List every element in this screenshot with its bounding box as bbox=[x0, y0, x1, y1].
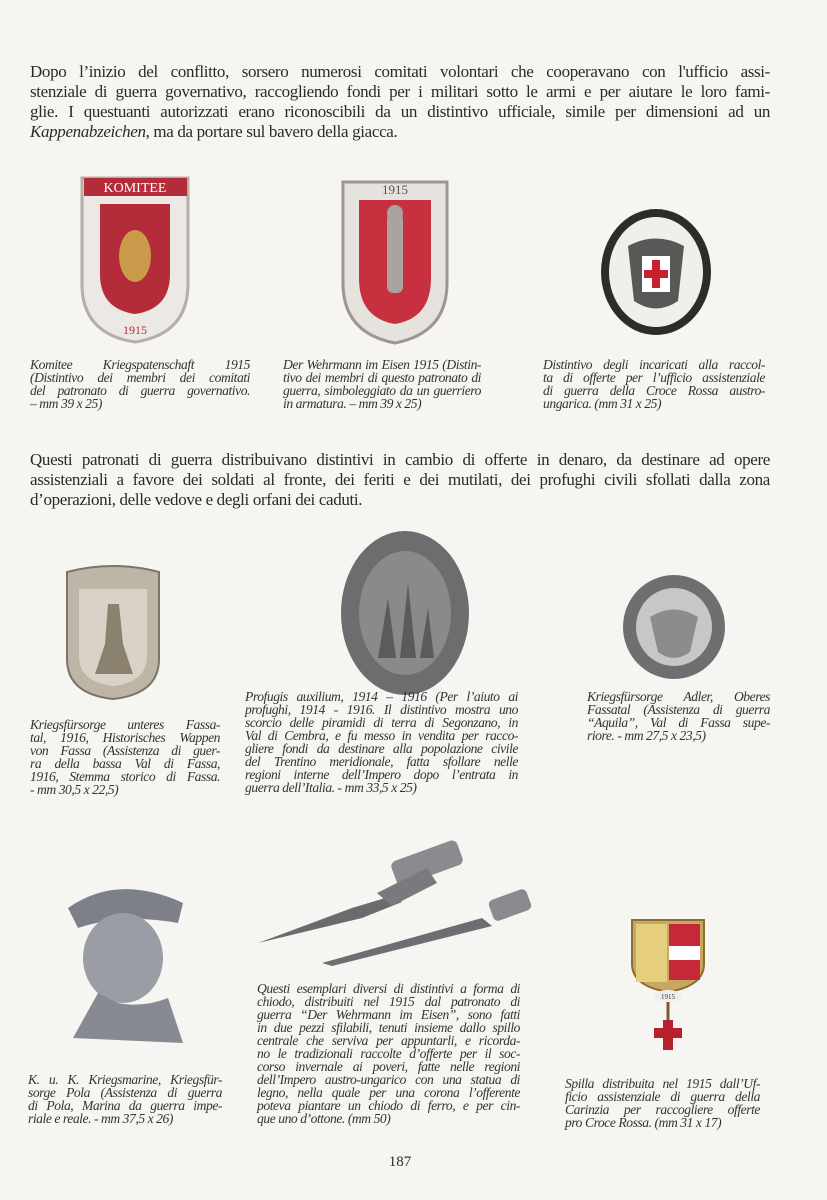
text-line: scorcio delle piramidi di terra di Segonzano, in bbox=[245, 715, 518, 730]
text-line: Dopo l’inizio del conflitto, sorsero numerosi comitati volontari che cooperavano con l'ufficio assi- bbox=[30, 62, 770, 81]
second-paragraph bbox=[30, 450, 770, 510]
pola-bust-image bbox=[58, 878, 193, 1048]
text-line: Kriegsfürsorge Adler, Oberes bbox=[587, 689, 770, 704]
caption-adler bbox=[587, 690, 770, 742]
text-line: gliere fondi da destinare alla popolazione civile bbox=[245, 741, 518, 756]
caption-carinzia bbox=[565, 1077, 760, 1129]
text-line: “Aquila”, Val di Fassa supe- bbox=[587, 715, 770, 730]
badge-inscription: KOMITEE bbox=[103, 181, 167, 196]
text-line: guerra, simboleggiato da un guerriero bbox=[283, 383, 481, 398]
text-line: que uno d’ottone. (mm 50) bbox=[257, 1111, 391, 1126]
text-line: von Fassa (Assistenza di guer- bbox=[30, 743, 220, 758]
caption-wehrmann bbox=[283, 358, 481, 410]
text-line: Distintivo degli incaricati alla raccol- bbox=[543, 357, 765, 372]
text-line: riore. - mm 27,5 x 23,5) bbox=[587, 728, 706, 743]
caption-fassatal-unteres bbox=[30, 718, 220, 796]
text-line: assistenziali a favore dei soldati al fronte, dei feriti e dei mutilati, dei profughi civili sfollati dalla zona bbox=[30, 470, 770, 489]
text-line: 1916, Stemma storico di Fassa. bbox=[30, 769, 220, 784]
text-line: chiodo, distribuiti nel 1915 dal patronato di bbox=[257, 994, 520, 1009]
caption-chiodi bbox=[257, 982, 520, 1125]
text-line: legno, nella quale per una corona l’offerente bbox=[257, 1085, 520, 1100]
text-line: di Pola, Marina da guerra impe- bbox=[28, 1098, 222, 1113]
text-line: Der Wehrmann im Eisen 1915 (Distin- bbox=[283, 357, 481, 372]
text-line: di guerra della Croce Rossa austro- bbox=[543, 383, 765, 398]
text-line: - mm 30,5 x 22,5) bbox=[30, 782, 119, 797]
caption-profugis bbox=[245, 690, 518, 794]
badge-inscription: 1915 bbox=[661, 993, 675, 1001]
komitee-badge-image bbox=[78, 174, 193, 346]
page-number: 187 bbox=[388, 1154, 412, 1170]
text-line: in due pezzi sfilabili, tenuti insieme dallo spillo bbox=[257, 1020, 520, 1035]
text-line: poteva piantare un chiodo di ferro, e per cin- bbox=[257, 1098, 520, 1113]
text-line: regioni interne dell’Impero dopo l’entrata in bbox=[245, 767, 518, 782]
profugis-badge-image bbox=[338, 528, 472, 698]
text-line: sorge Pola (Assistenza di guerra bbox=[28, 1085, 222, 1100]
fassatal-badge-image bbox=[63, 564, 163, 702]
text-line: guerra dell’Italia. - mm 33,5 x 25) bbox=[245, 780, 417, 795]
text-line: centrale che serviva per appuntarli, e ricorda- bbox=[257, 1033, 520, 1048]
text-line: guerra “Der Wehrmann im Eisen”, sono fatti bbox=[257, 1007, 520, 1022]
text-line: tal, 1916, Historisches Wappen bbox=[30, 730, 220, 745]
nails-image bbox=[252, 838, 537, 968]
text-line: Kappenabzeichen, ma da portare sul bavero della giacca. bbox=[30, 122, 398, 141]
text-line: del patronato di guerra governativo. bbox=[30, 383, 250, 398]
text-line: in armatura. – mm 39 x 25) bbox=[283, 396, 422, 411]
text-line: ta di offerte per l’ufficio assistenziale bbox=[543, 370, 765, 385]
text-line: ficio assistenziale di guerra della bbox=[565, 1089, 760, 1104]
text-line: Spilla distribuita nel 1915 dall’Uf- bbox=[565, 1076, 760, 1091]
croce-rossa-badge-image bbox=[598, 206, 714, 338]
text-line: dell’Impero austro-ungarico con una statua di bbox=[257, 1072, 520, 1087]
text-line: stenziale di guerra governativo, raccogliendo fondi per i militari sotto le armi e per aiutare le loro fami- bbox=[30, 82, 770, 101]
caption-kriegsmarine bbox=[28, 1073, 222, 1125]
text-line: K. u. K. Kriegsmarine, Kriegsfür- bbox=[28, 1072, 222, 1087]
wehrmann-badge-image bbox=[339, 178, 451, 346]
intro-paragraph bbox=[30, 62, 770, 142]
text-line: – mm 39 x 25) bbox=[30, 396, 102, 411]
text-line: Questi patronati di guerra distribuivano distintivi in cambio di offerte in denaro, da destinare ad opere bbox=[30, 450, 770, 469]
text-line: ungarica. (mm 31 x 25) bbox=[543, 396, 662, 411]
text-line: glie. I questuanti autorizzati erano riconoscibili da un distintivo ufficiale, simile per dimensioni ad un bbox=[30, 102, 770, 121]
carinzia-badge-image bbox=[628, 916, 708, 1052]
text-line: Kriegsfürsorge unteres Fassa- bbox=[30, 717, 220, 732]
text-line: profughi, 1914 - 1916. Il distintivo mostra uno bbox=[245, 702, 518, 717]
text-line: Fassatal (Assistenza di guerra bbox=[587, 702, 770, 717]
badge-inscription: 1915 bbox=[123, 323, 147, 337]
text-line: pro Croce Rossa. (mm 31 x 17) bbox=[565, 1115, 722, 1130]
caption-komitee bbox=[30, 358, 250, 410]
text-line: ra della bassa Val di Fassa, bbox=[30, 756, 220, 771]
text-line: Questi esemplari diversi di distintivi a forma di bbox=[257, 981, 520, 996]
text-line: Profugis auxilium, 1914 – 1916 (Per l’aiuto ai bbox=[245, 689, 518, 704]
text-line: Val di Cembra, e fu messo in vendita per racco- bbox=[245, 728, 518, 743]
text-line: no le tradizionali raccolte d’offerte per il soc- bbox=[257, 1046, 520, 1061]
text-line: Carinzia per raccogliere offerte bbox=[565, 1102, 760, 1117]
adler-badge-image bbox=[620, 572, 728, 682]
badge-inscription: 1915 bbox=[382, 182, 408, 197]
text-line: d’operazioni, delle vedove e degli orfani dei caduti. bbox=[30, 490, 363, 509]
text-line: corso invernale ai poveri, fatte nelle regioni bbox=[257, 1059, 520, 1074]
text-line: riale e reale. - mm 37,5 x 26) bbox=[28, 1111, 173, 1126]
caption-croce-rossa bbox=[543, 358, 765, 410]
text-line: Komitee Kriegspatenschaft 1915 bbox=[30, 357, 250, 372]
text-line: del Trentino meridionale, fatta sfollare nelle bbox=[245, 754, 518, 769]
text-line: tivo dei membri di questo patronato di bbox=[283, 370, 481, 385]
text-line: (Distintivo dei membri dei comitati bbox=[30, 370, 250, 385]
